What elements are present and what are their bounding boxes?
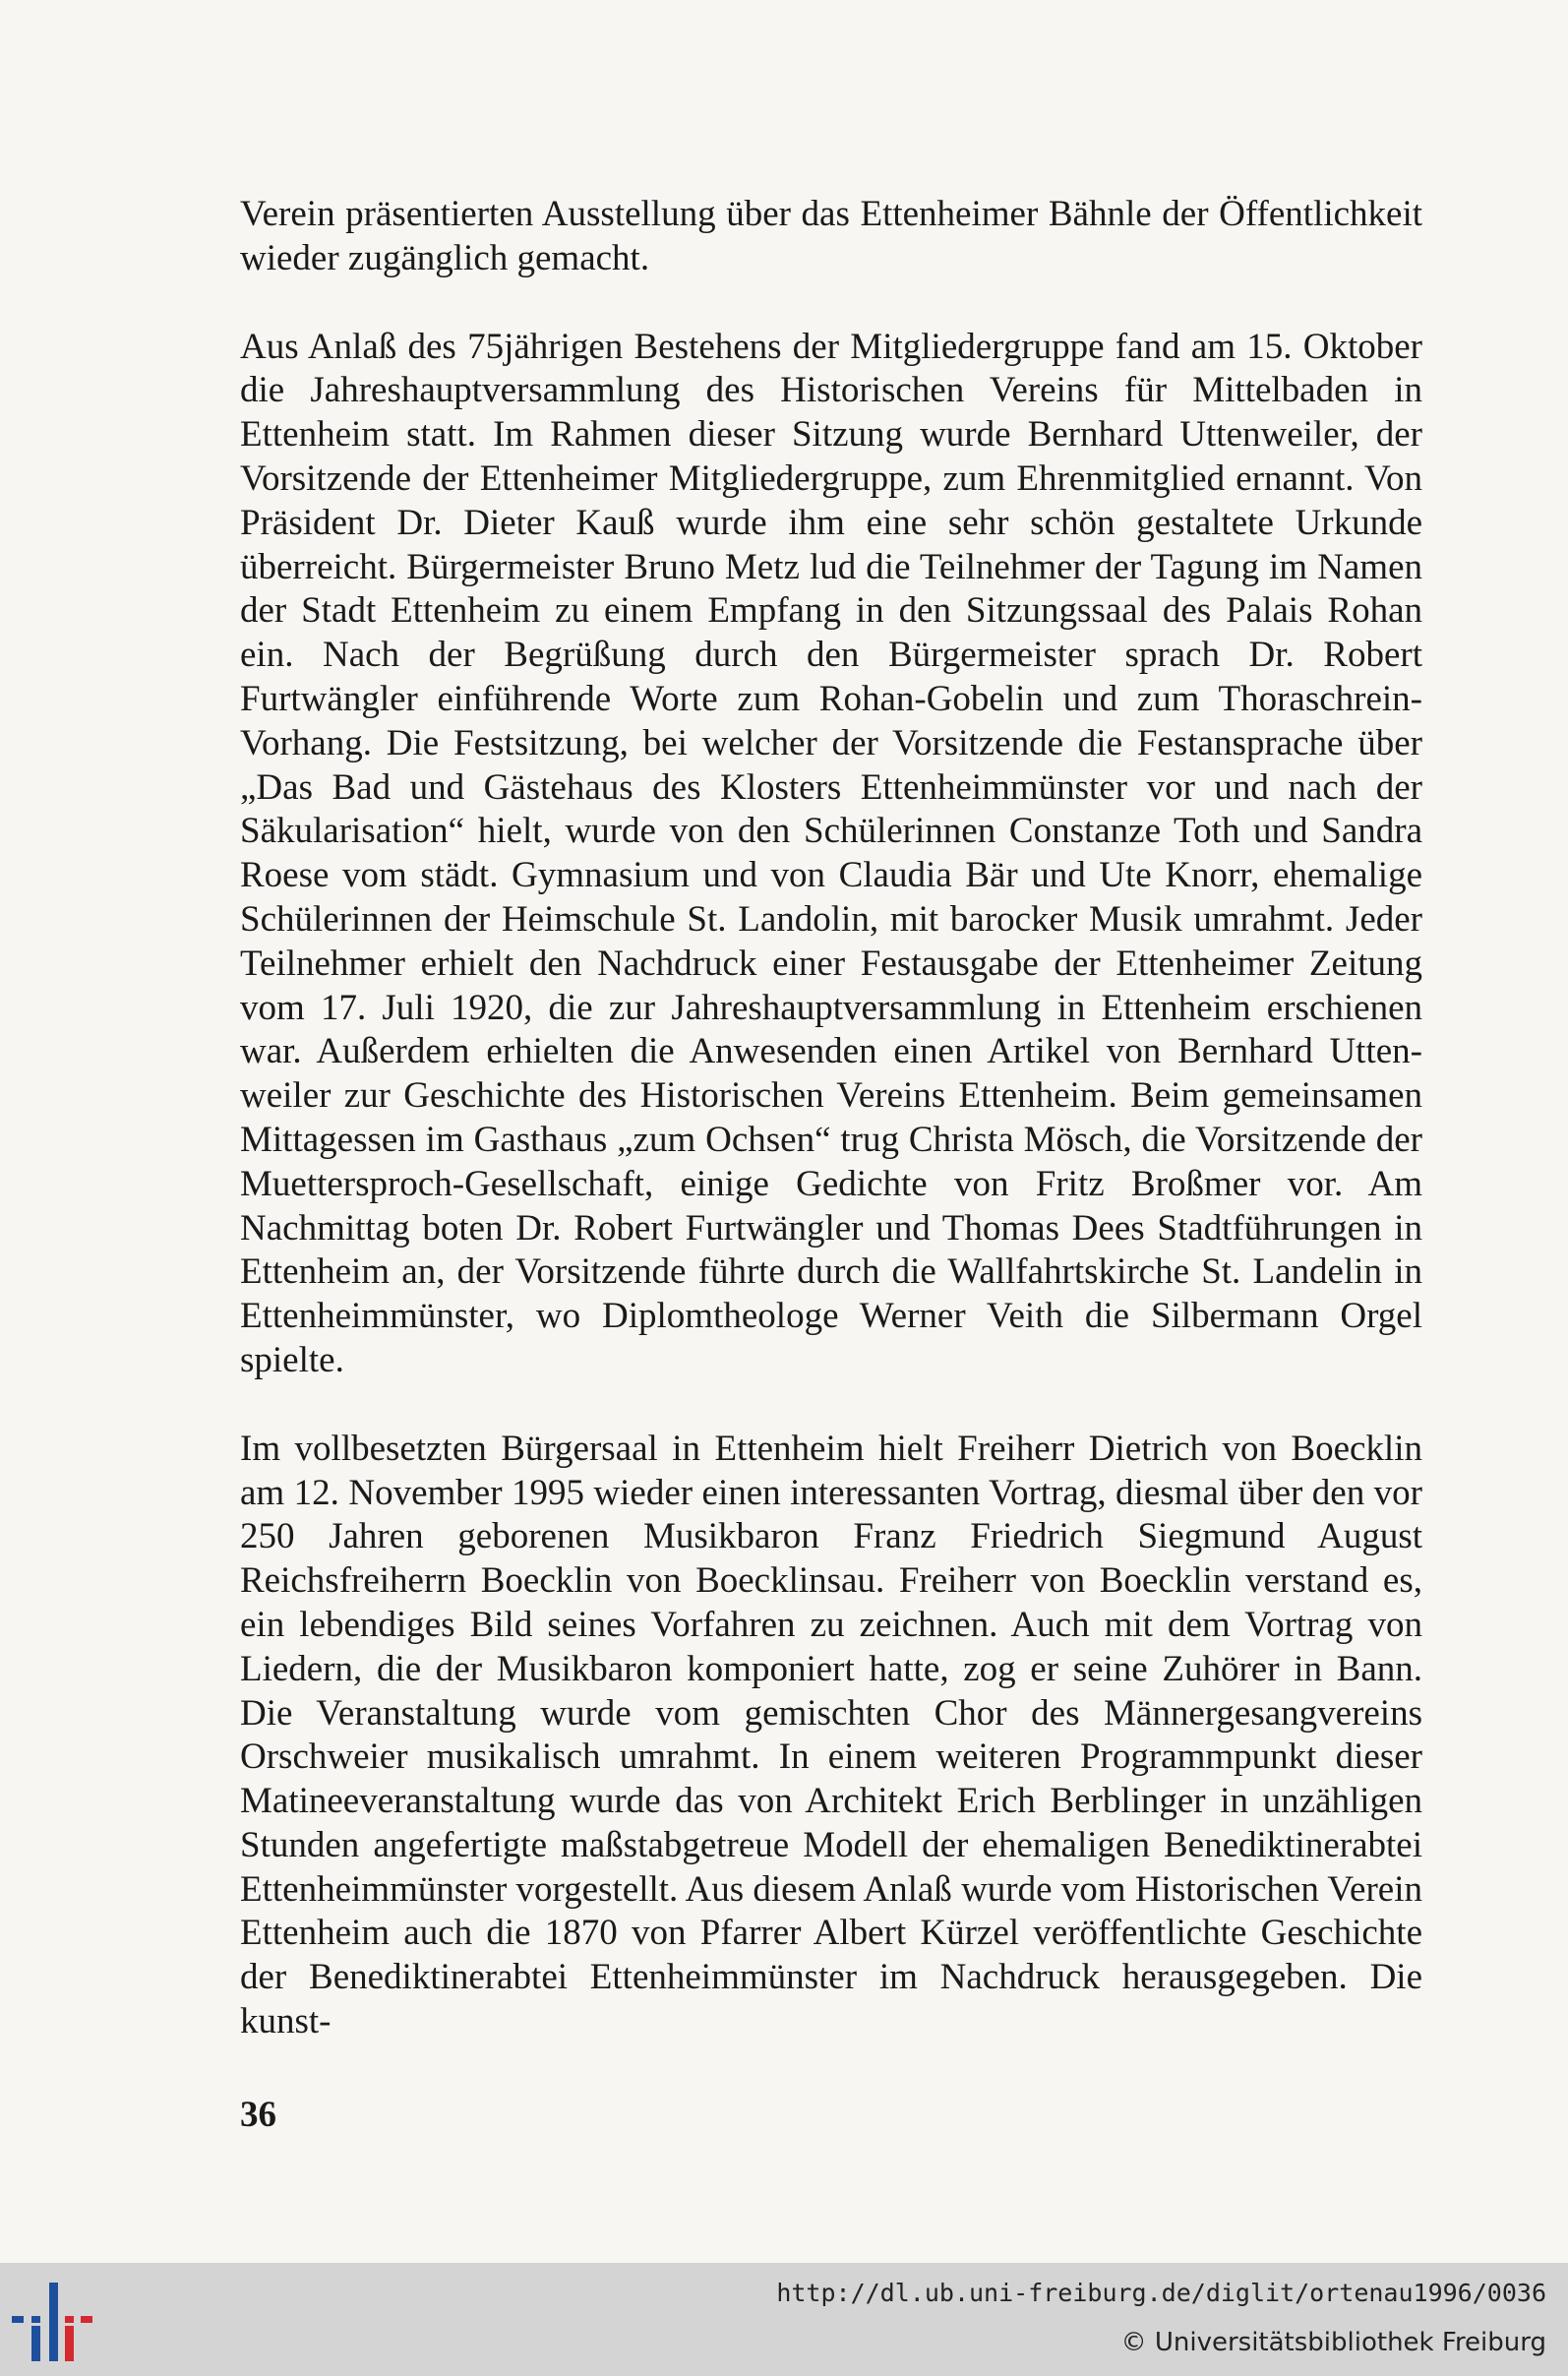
paragraph-3: Im vollbesetzten Bürgersaal in Ettenheim hielt Freiherr Dietrich von Boecklin am 12. November 1995 wieder einen interessanten Vortrag, diesmal über den vor 250 Jahren geborenen Musikbaron Franz Friedrich Siegmund August Reichsfreiherrn Boecklin von Boecklinsau. Freiherr von Boecklin verstand es, ein lebendiges Bild seines Vorfahren zu zeichnen. Auch mit dem Vortrag von Liedern, die der Musikbaron komponiert hatte, zog er seine Zuhörer in Bann. Die Veranstaltung wurde vom gemischten Chor des Männergesangvereins Orschweier musikalisch umrahmt. In einem weiteren Programmpunkt dieser Matineeveranstaltung wurde das von Architekt Erich Berblinger in unzähligen Stunden angefertigte maßstabgetreue Modell der ehemaligen Benediktinerabtei Ettenheimmünster vorgestellt. Aus diesem Anlaß wurde vom Historischen Verein Ettenheim auch die 1870 von Pfarrer Albert Kürzel veröffentlichte Geschichte der Benediktinerabtei Ettenheimmünster im Nachdruck herausgegeben. Die kunst- (240, 1428, 1422, 2042)
body-text (240, 193, 1422, 2089)
footer-bar (0, 2263, 1568, 2376)
paragraph-2: Aus Anlaß des 75jährigen Bestehens der Mitgliedergruppe fand am 15. Oktober die Jahreshauptversammlung des Historischen Vereins für Mittelbaden in Ettenheim statt. Im Rahmen dieser Sitzung wurde Bernhard Uttenweiler, der Vorsitzende der Ettenheimer Mitgliedergruppe, zum Ehrenmitglied ernannt. Von Präsident Dr. Dieter Kauß wurde ihm eine sehr schön gestaltete Urkunde überreicht. Bürgermeister Bruno Metz lud die Teilnehmer der Tagung im Namen der Stadt Ettenheim zu einem Empfang in den Sitzungssaal des Palais Rohan ein. Nach der Begrüßung durch den Bürgermeister sprach Dr. Robert Furtwängler einführende Worte zum Rohan-Gobelin und zum Thoraschrein-Vorhang. Die Festsitzung, bei welcher der Vorsitzende die Festansprache über „Das Bad und Gästehaus des Klosters Ettenheimmünster vor und nach der Säkularisation“ hielt, wurde von den Schülerinnen Constanze Toth und Sandra Roese vom städt. Gymnasium und von Claudia Bär und Ute Knorr, ehemalige Schülerinnen der Heimschule St. Landolin, mit barocker Musik umrahmt. Jeder Teilnehmer erhielt den Nachdruck einer Festausgabe der Ettenheimer Zeitung vom 17. Juli 1920, die zur Jahreshauptversammlung in Ettenheim erschienen war. Außerdem erhielten die Anwesenden einen Artikel von Bernhard Uttenweiler zur Geschichte des Historischen Vereins Ettenheim. Beim gemeinsamen Mittagessen im Gasthaus „zum Ochsen“ trug Christa Mösch, die Vorsitzende der Muettersproch-Gesellschaft, einige Gedichte von Fritz Broßmer vor. Am Nachmittag boten Dr. Robert Furtwängler und Thomas Dees Stadtführungen in Ettenheim an, der Vorsitzende führte durch die Wallfahrtskirche St. Landelin in Ettenheimmünster, wo Diplomtheologe Werner Veith die Silbermann Orgel spielte. (240, 326, 1422, 1380)
copyright-notice: © Universitätsbibliothek Freiburg (1120, 2328, 1546, 2357)
page-number: 36 (240, 2095, 276, 2135)
paragraph-1: Verein präsentierten Ausstellung über das Ettenheimer Bähnle der Öffentlichkeit wieder zugänglich gemacht. (240, 194, 1422, 278)
library-logo-icon (12, 2275, 100, 2368)
source-url-link[interactable]: http://dl.ub.uni-freiburg.de/diglit/ortenau1996/0036 (776, 2279, 1546, 2307)
